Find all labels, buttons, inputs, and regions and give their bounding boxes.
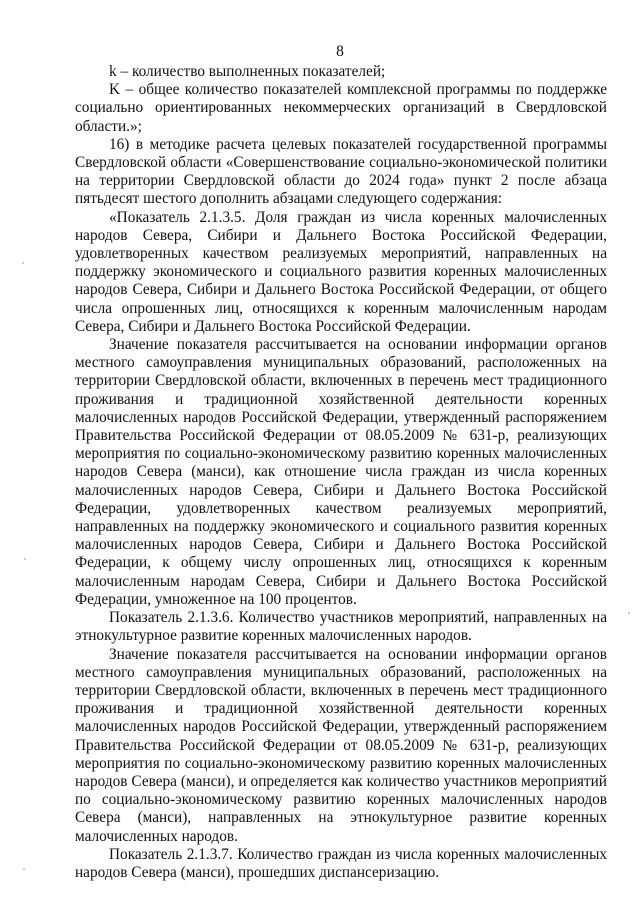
page-number: 8 (336, 43, 344, 60)
scan-speck (628, 612, 630, 614)
paragraph-indicator-2-1-3-5: «Показатель 2.1.3.5. Доля граждан из числа коренных малочисленных народов Севера, Сибири и Дальнего Востока Российской Федерации, удовлетворенных качеством реализуемых мероприятий, направленных на поддержку экономического и социального развития коренных малочисленных народов Севера, Сибири и Дальнего Востока Российской Федерации, от общего числа опрошенных лиц, относящихся к коренным малочисленным народам Севера, Сибири и Дальнего Востока Российской Федерации. (75, 208, 607, 335)
paragraph-K-definition: K – общее количество показателей комплексной программы по поддержке социально ориентированных некоммерческих организаций в Свердловской области.»; (75, 81, 607, 135)
paragraph-indicator-2-1-3-7: Показатель 2.1.3.7. Количество граждан из числа коренных малочисленных народов Севера (манси), прошедших диспансеризацию. (75, 845, 607, 881)
paragraph-indicator-2-1-3-6: Показатель 2.1.3.6. Количество участников мероприятий, направленных на этнокультурное развитие коренных малочисленных народов. (75, 609, 607, 645)
scan-speck (23, 868, 25, 870)
paragraph-calculation-2-1-3-6: Значение показателя рассчитывается на основании информации органов местного самоуправления муниципальных образований, расположенных на территории Свердловской области, включенных в перечень мест традиционного проживания и традиционной хозяйственной деятельности коренных малочисленных народов Российской Федерации, утвержденный распоряжением Правительства Российской Федерации от 08.05.2009 № 631-р, реализующих мероприятия по социально-экономическому развитию коренных малочисленных народов Севера (манси), и определяется как количество участников мероприятий по социально-экономическому развитию коренных малочисленных народов Севера (манси), направленных на этнокультурное развитие коренных малочисленных народов. (75, 645, 607, 845)
paragraph-k-definition: k – количество выполненных показателей; (109, 63, 386, 80)
scan-speck (22, 262, 24, 264)
paragraph-calculation-2-1-3-5: Значение показателя рассчитывается на основании информации органов местного самоуправления муниципальных образований, расположенных на территории Свердловской области, включенных в перечень мест традиционного проживания и традиционной хозяйственной деятельности коренных малочисленных народов Российской Федерации, утвержденный распоряжением Правительства Российской Федерации от 08.05.2009 № 631-р, реализующих мероприятия по социально-экономическому развитию коренных малочисленных народов Севера (манси), как отношение числа граждан из числа коренных малочисленных народов Севера, Сибири и Дальнего Востока Российской Федерации, удовлетворенных качеством реализуемых мероприятий, направленных на поддержку экономического и социального развития коренных малочисленных народов Севера, Сибири и Дальнего Востока Российской Федерации, к общему числу опрошенных лиц, относящихся к коренным малочисленным народам Севера, Сибири и Дальнего Востока Российской Федерации, умноженное на 100 процентов. (75, 336, 607, 608)
scan-speck (24, 558, 26, 560)
document-body (75, 63, 607, 882)
paragraph-item-16: 16) в методике расчета целевых показателей государственной программы Свердловской области «Совершенствование социально-экономической политики на территории Свердловской области до 2024 года» пункт 2 после абзаца пятьдесят шестого дополнить абзацами следующего содержания: (75, 135, 607, 208)
